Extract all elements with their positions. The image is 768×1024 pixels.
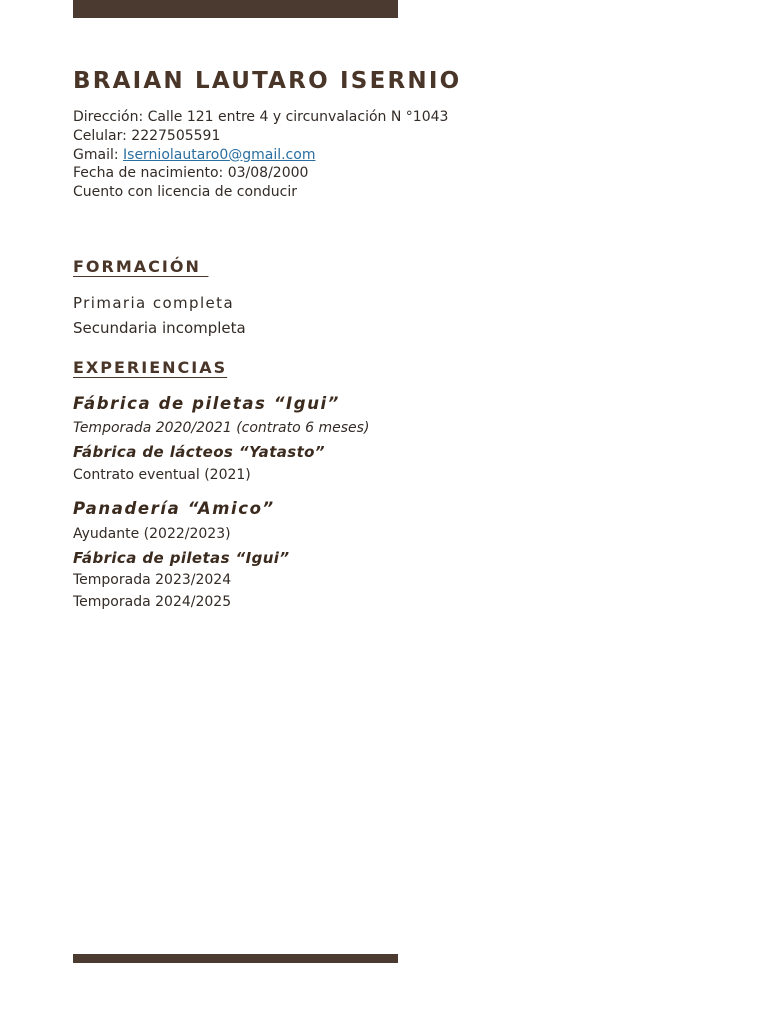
birth-date-line: Fecha de nacimiento: 03/08/2000	[73, 165, 309, 182]
email-line	[73, 146, 448, 165]
experience-detail: Ayudante (2022/2023)	[73, 526, 231, 542]
experience-detail: Temporada 2020/2021 (contrato 6 meses)	[73, 420, 370, 436]
license-line: Cuento con licencia de conducir	[73, 184, 297, 201]
experience-detail: Temporada 2023/2024	[73, 572, 232, 588]
email-link[interactable]: Iserniolautaro0@gmail.com	[123, 146, 316, 163]
experience-heading: EXPERIENCIAS	[73, 358, 228, 377]
experience-company: Panadería “Amico”	[73, 499, 275, 518]
experience-company: Fábrica de piletas “Igui”	[73, 549, 290, 567]
phone-line: Celular: 2227505591	[73, 127, 221, 144]
experience-detail: Temporada 2024/2025	[73, 594, 232, 610]
experience-company: Fábrica de piletas “Igui”	[73, 394, 341, 413]
top-decorative-bar	[73, 0, 398, 18]
education-item: Primaria completa	[73, 294, 235, 312]
experience-company: Fábrica de lácteos “Yatasto”	[73, 443, 325, 461]
education-item: Secundaria incompleta	[73, 319, 246, 337]
candidate-name: BRAIAN LAUTARO ISERNIO	[73, 68, 462, 94]
contact-block	[73, 108, 448, 202]
email-label: Gmail:	[73, 146, 124, 163]
education-heading: FORMACIÓN	[73, 257, 209, 276]
bottom-decorative-bar	[73, 954, 398, 963]
experience-detail: Contrato eventual (2021)	[73, 467, 251, 483]
address-line: Dirección: Calle 121 entre 4 y circunvalación N °1043	[73, 109, 449, 125]
